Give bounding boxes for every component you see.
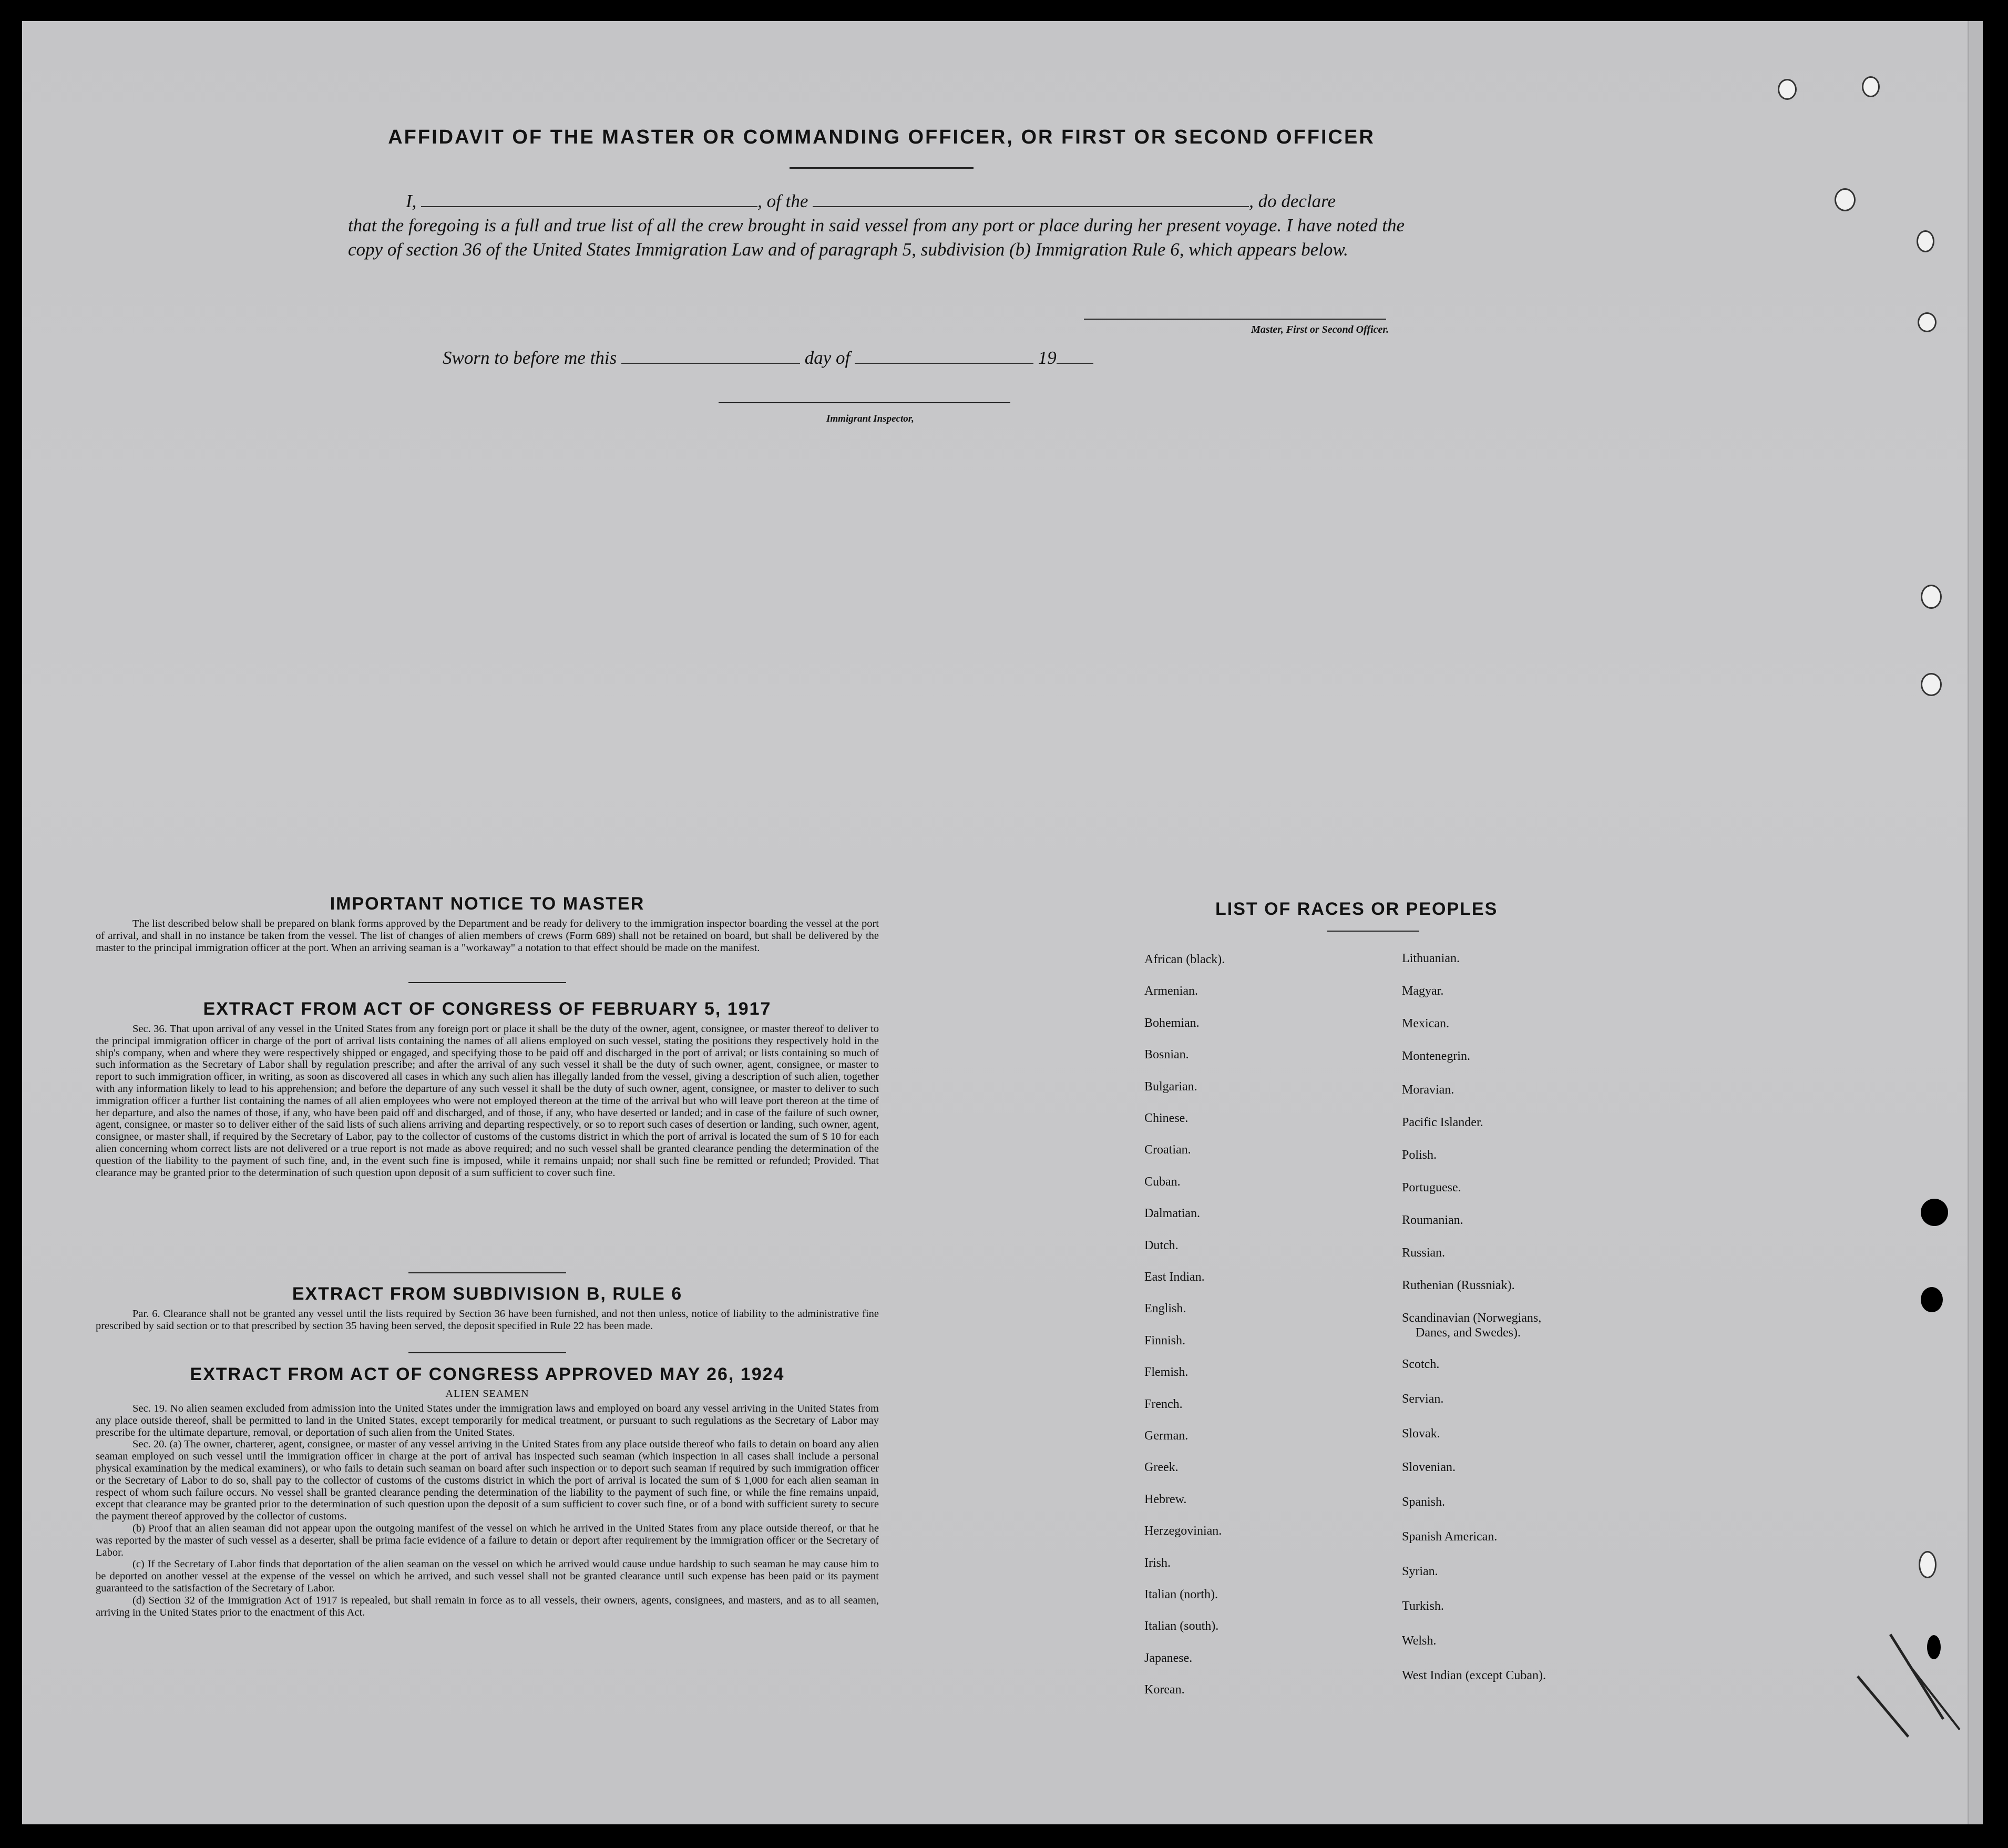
race-item: Montenegrin. <box>1402 1049 1470 1063</box>
vessel-blank[interactable] <box>813 190 1249 207</box>
race-item: Turkish. <box>1402 1599 1444 1613</box>
extract-1924-para-3: (b) Proof that an alien seaman did not appear upon the outgoing manifest of the vessel on which he arrived in the United States from any place outside thereof, or that he was reported by the master of such vessel as a deserter, shall be prima facie evidence of a failure to detain or deport after requirement by the immigration officer or the Secretary of Labor. <box>96 1522 879 1558</box>
race-item: Slovenian. <box>1402 1461 1456 1474</box>
extract-1924-block <box>96 1403 879 1618</box>
form-sheet <box>22 21 1983 1824</box>
inspector-caption: Immigrant Inspector, <box>826 413 914 424</box>
title-underline <box>790 167 974 169</box>
race-item: Roumanian. <box>1402 1213 1463 1227</box>
race-item: Mexican. <box>1402 1017 1449 1030</box>
race-item: Japanese. <box>1144 1651 1193 1665</box>
race-item: French. <box>1144 1397 1183 1411</box>
affidavit-of-the: , of the <box>757 191 808 211</box>
race-item: Ruthenian (Russniak). <box>1402 1279 1515 1292</box>
race-item: Scotch. <box>1402 1357 1440 1371</box>
binder-hole <box>1927 1635 1941 1659</box>
races-left-column <box>1144 953 1381 1731</box>
master-signature-line[interactable] <box>1084 319 1386 320</box>
race-item: Flemish. <box>1144 1365 1189 1379</box>
race-item: Danes, and Swedes). <box>1416 1326 1521 1340</box>
race-item: Hebrew. <box>1144 1493 1187 1506</box>
extract-rule6-divider <box>408 1352 566 1353</box>
race-item: Servian. <box>1402 1392 1444 1406</box>
year-blank[interactable] <box>1057 347 1093 364</box>
extract-1924-subtitle: ALIEN SEAMEN <box>445 1388 529 1400</box>
race-item: East Indian. <box>1144 1270 1205 1284</box>
race-item: Dutch. <box>1144 1239 1179 1252</box>
race-item: English. <box>1144 1302 1186 1315</box>
extract-1924-para-4: (c) If the Secretary of Labor finds that deportation of the alien seaman on the vessel on which he arrived would cause undue hardship to such seaman he may cause him to be deported on another vessel at the expense of the vessel on which he arrived, and such vessel shall not be granted clearance until such expense has been paid or its payment guaranteed to the satisfaction of the Secretary of Labor. <box>96 1558 879 1594</box>
affidavit-statement <box>348 189 1405 262</box>
extract-1917-title: EXTRACT FROM ACT OF CONGRESS OF FEBRUARY 5, 1917 <box>203 999 772 1019</box>
race-item: Italian (south). <box>1144 1619 1219 1633</box>
race-item: Russian. <box>1402 1246 1446 1260</box>
inspector-signature-line[interactable] <box>719 402 1010 403</box>
name-blank[interactable] <box>421 190 757 207</box>
binder-hole <box>1921 585 1942 609</box>
race-item: Welsh. <box>1402 1634 1437 1648</box>
race-item: Magyar. <box>1402 984 1444 998</box>
binder-hole <box>1917 230 1934 252</box>
race-item: Finnish. <box>1144 1334 1186 1347</box>
race-item: African (black). <box>1144 953 1225 966</box>
race-item: Chinese. <box>1144 1111 1189 1125</box>
extract-rule6-text: Par. 6. Clearance shall not be granted any vessel until the lists required by Section 36 have been furnished, and not then unless, notice of liability to the administrative fine prescribed by said section or to that prescribed by section 35 having been served, the deposit specified in Rule 22 has been made. <box>96 1308 879 1332</box>
binder-hole <box>1918 312 1937 332</box>
race-item: West Indian (except Cuban). <box>1402 1669 1546 1682</box>
sheet-edge <box>1968 21 1983 1824</box>
race-item: Korean. <box>1144 1683 1185 1697</box>
extract-rule6-block <box>96 1308 879 1332</box>
race-item: Lithuanian. <box>1402 952 1460 965</box>
binder-hole <box>1921 673 1942 696</box>
race-item: Greek. <box>1144 1461 1179 1474</box>
race-item: Polish. <box>1402 1148 1437 1162</box>
race-item: Bulgarian. <box>1144 1080 1197 1094</box>
notice-divider <box>408 982 566 983</box>
race-item: Dalmatian. <box>1144 1207 1200 1220</box>
extract-1924-para-5: (d) Section 32 of the Immigration Act of 1917 is repealed, but shall remain in force as to all vessels, their owners, agents, consignees, and masters, and as to all seamen, arriving in the United States prior to the enactment of this Act. <box>96 1594 879 1618</box>
sworn-prefix: Sworn to before me this <box>443 348 617 368</box>
affidavit-do-declare: , do declare <box>1249 191 1336 211</box>
race-item: German. <box>1144 1429 1189 1443</box>
race-item: Portuguese. <box>1402 1181 1461 1194</box>
extract-rule6-title: EXTRACT FROM SUBDIVISION B, RULE 6 <box>292 1284 683 1304</box>
binder-hole <box>1835 188 1856 211</box>
race-item: Armenian. <box>1144 984 1198 998</box>
binder-hole <box>1919 1551 1937 1578</box>
master-caption: Master, First or Second Officer. <box>1251 324 1389 335</box>
month-blank[interactable] <box>855 347 1033 364</box>
race-item: Spanish. <box>1402 1495 1446 1509</box>
race-item: Bohemian. <box>1144 1016 1200 1030</box>
pencil-mark <box>1907 1663 1961 1731</box>
day-of-label: day of <box>804 348 851 368</box>
binder-hole <box>1778 79 1797 100</box>
extract-1924-para-2: Sec. 20. (a) The owner, charterer, agent, consignee, or master of any vessel arriving in the United States from any place outside thereof who fails to detain on board any alien seaman employed on such vessel until the immigration officer in charge at the port of arrival has inspected such seaman (which inspection in all cases shall include a personal physical examination by the medical examiners), or who fails to detain such seaman on board after such inspection or to deport such seaman if required by such immigration officer or the Secretary of Labor to do so, shall pay to the collector of customs of the customs district in which the port of arrival is located the sum of $ 1,000 for each alien seaman in respect of whom such failure occurs. No vessel shall be granted clearance pending the determination of the liability to the payment of such fine, or while the fine remains unpaid, except that clearance may be granted prior to the determination of such question upon the deposit of a sum sufficient to cover such fine, or of a bond with sufficient surety to secure the payment thereof approved by the collector of customs. <box>96 1438 879 1523</box>
binder-hole <box>1862 76 1880 97</box>
races-title: LIST OF RACES OR PEOPLES <box>1215 899 1498 919</box>
extract-1917-text: Sec. 36. That upon arrival of any vessel in the United States from any foreign port or place it shall be the duty of the owner, agent, consignee, or master thereof to deliver to the principal immigration officer in charge of the port of arrival lists containing the names of all aliens employed on such vessel, stating the positions they respectively hold in the ship's company, when and where they were respectively shipped or engaged, and specifying those to be paid off and discharged in the port of arrival; or lists containing so much of such information as the Secretary of Labor shall by regulation prescribe; and after the arrival of any such vessel it shall be the duty of such owner, agent, consignee, or master to report to such immigration officer, in writing, as soon as discovered all cases in which any such alien has illegally landed from the vessel, giving a description of such alien, together with any information likely to lead to his apprehension; and before the departure of any such vessel it shall be the duty of such owner, agent, consignee, or master to deliver to such immigration officer a further list containing the names of all alien employees who were not employed thereon at the time of the arrival but who will leave port thereon at the time of her departure, and also the names of those, if any, who have been paid off and discharged, and of those, if any, who have deserted or landed; and in case of the failure of such owner, agent, consignee, or master so to deliver either of the said lists of such aliens arriving and departing respectively, or so to report such cases of desertion or landing, such owner, agent, consignee, or master shall, if required by the Secretary of Labor, pay to the collector of customs of the customs district in which the port of arrival is located the sum of $ 10 for each alien concerning whom correct lists are not delivered or a true report is not made as above required; and no such vessel shall be granted clearance pending the determination of the question of the liability to the payment of such fine, and, in the event such fine is imposed, while it remains unpaid; nor shall such fine be remitted or refunded; Provided. That clearance may be granted prior to the determination of such question upon deposit of a sum sufficient to cover such fine. <box>96 1023 879 1179</box>
race-item: Cuban. <box>1144 1175 1181 1189</box>
extract-1917-divider <box>408 1272 566 1273</box>
affidavit-body: that the foregoing is a full and true list of all the crew brought in said vessel from any port or place during her present voyage. I have noted the copy of section 36 of the United States Immigration Law and of paragraph 5, subdivision (b) Immigration Rule 6, which appears below. <box>348 215 1405 260</box>
extract-1924-title: EXTRACT FROM ACT OF CONGRESS APPROVED MAY 26, 1924 <box>190 1364 785 1384</box>
race-item: Scandinavian (Norwegians, <box>1402 1311 1542 1325</box>
race-item: Italian (north). <box>1144 1588 1218 1601</box>
race-item: Herzegovinian. <box>1144 1524 1222 1538</box>
binder-hole <box>1921 1199 1948 1226</box>
affidavit-title: AFFIDAVIT OF THE MASTER OR COMMANDING OFFICER, OR FIRST OR SECOND OFFICER <box>388 126 1375 148</box>
year-prefix: 19 <box>1038 348 1057 368</box>
race-item: Pacific Islander. <box>1402 1116 1483 1129</box>
affidavit-i: I, <box>406 191 417 211</box>
race-item: Croatian. <box>1144 1143 1191 1157</box>
races-right-column <box>1402 952 1696 1730</box>
extract-1917-block <box>96 1023 879 1179</box>
race-item: Bosnian. <box>1144 1048 1189 1061</box>
race-item: Moravian. <box>1402 1083 1454 1097</box>
binder-hole <box>1921 1287 1943 1312</box>
notice-title: IMPORTANT NOTICE TO MASTER <box>330 894 645 914</box>
pencil-mark <box>1857 1676 1909 1738</box>
day-blank[interactable] <box>621 347 800 364</box>
races-underline <box>1327 931 1419 932</box>
sworn-line <box>443 347 1093 369</box>
notice-text-block <box>96 918 879 954</box>
race-item: Irish. <box>1144 1556 1171 1570</box>
race-item: Spanish American. <box>1402 1530 1498 1544</box>
race-item: Syrian. <box>1402 1565 1438 1578</box>
notice-text: The list described below shall be prepared on blank forms approved by the Department and be ready for delivery to the immigration inspector boarding the vessel at the port of arrival, and shall in no instance be taken from the vessel. The list of changes of alien members of crews (Form 689) shall not be retained on board, but shall be delivered by the master to the principal immigration officer at the port. When an arriving seaman is a "workaway" a notation to that effect should be made on the manifest. <box>96 918 879 954</box>
extract-1924-para-1: Sec. 19. No alien seamen excluded from admission into the United States under the immigration laws and employed on board any vessel arriving in the United States from any place outside thereof, shall be permitted to land in the United States, except temporarily for medical treatment, or pursuant to such regulations as the Secretary of Labor may prescribe for the ultimate departure, removal, or deportation of such alien from the United States. <box>96 1403 879 1438</box>
race-item: Slovak. <box>1402 1427 1440 1441</box>
